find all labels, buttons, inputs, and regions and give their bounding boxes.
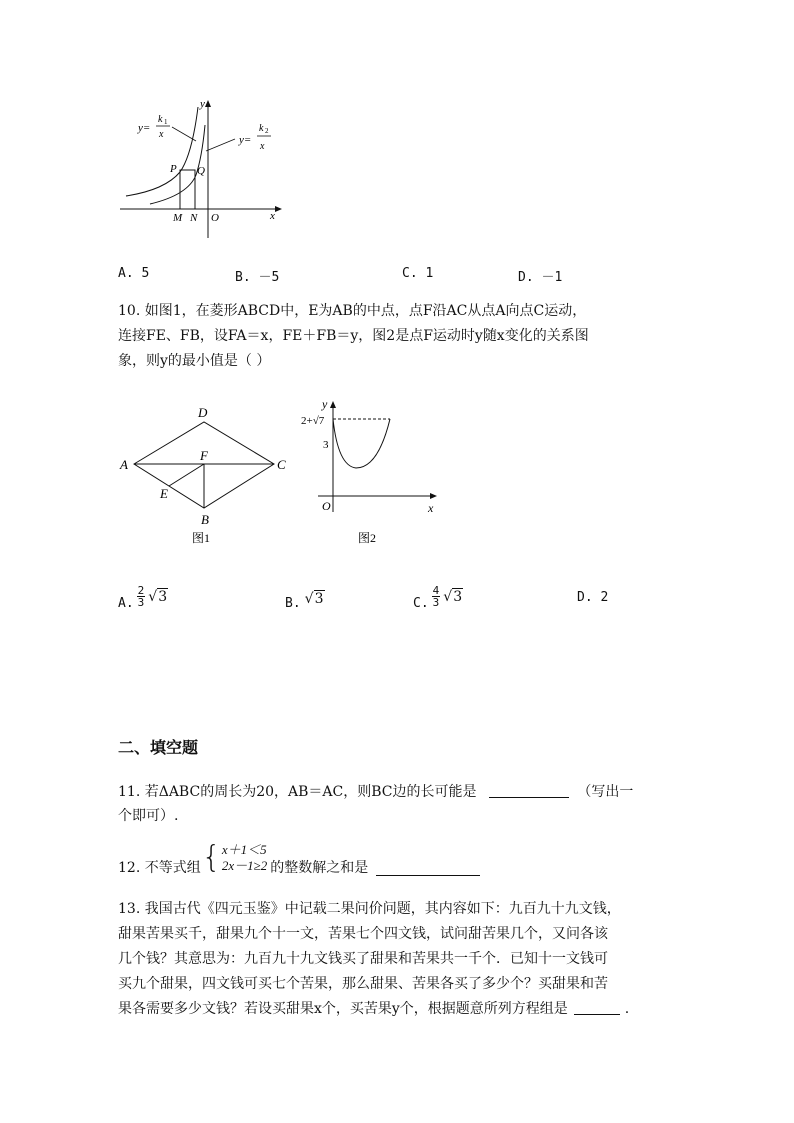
label-k2-sub: 2 xyxy=(265,127,269,135)
q10-option-c xyxy=(413,582,463,611)
q13-line5-end: . xyxy=(624,1001,630,1017)
q10-line1: 10. 如图1，在菱形ABCD中，E为AB的中点，点F沿AC从点A向点C运动， xyxy=(118,303,587,319)
q10-option-b xyxy=(285,586,325,611)
fig1-label-A: A xyxy=(120,457,128,472)
label-Q: Q xyxy=(197,165,205,177)
q13-line5-text: 果各需要多少文钱？若设买甜果x个，买苦果y个，根据题意所列方程组是 xyxy=(118,1001,568,1017)
label-k1-num: k xyxy=(158,114,163,125)
label-k2-y: y= xyxy=(239,134,252,146)
label-k2-den: x xyxy=(260,141,265,152)
section-title: 二、填空题 xyxy=(118,738,199,757)
q12 xyxy=(118,838,480,878)
q10-option-c-frac: $\frac{4}{3}$ xyxy=(432,584,440,609)
fig2-caption: 图2 xyxy=(358,531,377,545)
q10-option-c-sqrt: √3 xyxy=(443,588,463,605)
fig2-x-arrow xyxy=(430,493,437,499)
q11-answer-blank[interactable] xyxy=(489,783,569,798)
q10-line2: 连接FE、FB，设FA＝x，FE＋FB＝y，图2是点F运动时y随x变化的关系图 xyxy=(118,328,589,344)
segment-FE xyxy=(169,464,204,486)
q10-option-a-sqrt: √3 xyxy=(148,588,168,605)
q10-line3: 象，则y的最小值是（ ） xyxy=(118,353,271,369)
fig1-label-D: D xyxy=(198,405,208,420)
fig2-curve xyxy=(333,419,390,468)
fig2-label-y: y xyxy=(322,397,328,411)
fig2-label-min: 3 xyxy=(323,439,329,451)
q13-line2: 甜果苦果买千，甜果九个十一文，苦果七个四文钱，试问甜苦果几个，又问各该 xyxy=(118,926,608,942)
label-k2-num: k xyxy=(259,123,264,134)
label-axis-x: x xyxy=(270,210,275,222)
q13-line1: 13. 我国古代《四元玉鉴》中记载二果问价问题，其内容如下：九百九十九文钱， xyxy=(118,901,621,917)
q10-option-d: D. 2 xyxy=(577,590,609,605)
label-axis-y: y xyxy=(200,98,205,110)
y-axis-arrow xyxy=(205,100,211,107)
q10-figure2 xyxy=(298,394,448,550)
q12-ineq2: 2x－1≥2 xyxy=(221,858,268,873)
q13-line3: 几个钱？其意思为：九百九十九文钱买了甜果和苦果共一千个．已知十一文钱可 xyxy=(118,951,608,967)
x-axis-arrow xyxy=(275,206,282,212)
q11-line1 xyxy=(118,782,633,802)
q12-suffix: 的整数解之和是 xyxy=(270,860,369,876)
fig2-label-top: 2+√7 xyxy=(301,415,325,427)
q12-answer-blank[interactable] xyxy=(376,861,480,876)
label-M: M xyxy=(173,212,183,224)
fig1-caption: 图1 xyxy=(192,531,211,545)
q10-option-a-prefix: A. xyxy=(118,596,134,611)
label-k1-sub: 1 xyxy=(164,118,168,126)
fig2-label-origin: O xyxy=(322,499,331,513)
q10-option-c-prefix: C. xyxy=(413,596,429,611)
q11-tail: （写出一 xyxy=(577,784,634,800)
q11-line2: 个即可）. xyxy=(118,808,179,824)
q10-option-a-frac: $\frac{2}{3}$ xyxy=(137,584,145,609)
q10-option-b-prefix: B. xyxy=(285,596,301,611)
fig1-label-F: F xyxy=(200,448,208,463)
label-k1-y: y= xyxy=(138,122,151,134)
q12-prefix: 12. 不等式组 xyxy=(118,860,201,876)
label-N: N xyxy=(190,212,198,224)
label-k1-den: x xyxy=(159,129,164,140)
fig1-label-C: C xyxy=(277,457,286,472)
leader-k1 xyxy=(172,127,196,141)
q12-system xyxy=(222,842,267,874)
q9-option-a: A. 5 xyxy=(118,266,150,281)
segment-EC xyxy=(169,464,274,486)
q9-option-b: B. －5 xyxy=(235,270,280,285)
rect-PQNM xyxy=(180,170,195,209)
fig1-label-B: B xyxy=(201,512,209,527)
q10-option-b-sqrt: √3 xyxy=(304,590,324,607)
q13-answer-blank[interactable] xyxy=(574,1000,620,1015)
q13-line5 xyxy=(118,999,629,1019)
q10-figure1 xyxy=(112,400,297,550)
q9-option-d: D. －1 xyxy=(518,270,563,285)
q10-option-a xyxy=(118,582,168,611)
label-P: P xyxy=(170,163,177,175)
q11-text: 11. 若ΔABC的周长为20，AB＝AC，则BC边的长可能是 xyxy=(118,784,477,800)
q13-line4: 买九个甜果，四文钱可买七个苦果，那么甜果、苦果各买了多少个？买甜果和苦 xyxy=(118,976,608,992)
leader-k2 xyxy=(206,139,235,151)
q12-ineq1: x＋1＜5 xyxy=(221,842,267,857)
q9-option-c: C. 1 xyxy=(402,266,434,281)
label-O: O xyxy=(211,212,219,224)
q9-figure xyxy=(110,95,290,245)
fig1-label-E: E xyxy=(160,486,168,501)
fig2-y-arrow xyxy=(330,401,336,408)
q12-system-brace: { xyxy=(201,840,221,875)
fig2-label-x: x xyxy=(428,501,434,515)
